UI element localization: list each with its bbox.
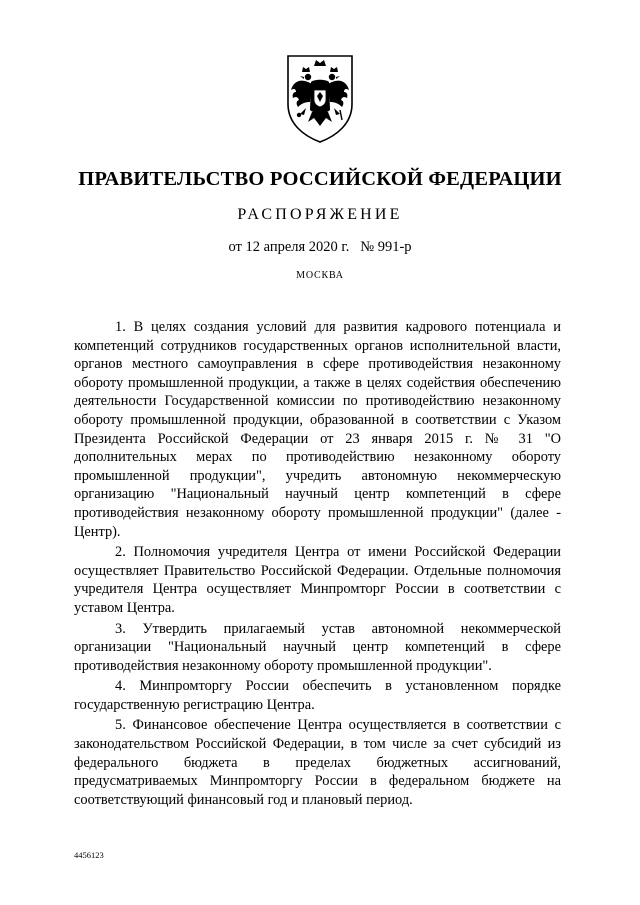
document-body <box>74 318 561 809</box>
document-number: № 991-р <box>360 239 412 255</box>
document-date: от 12 апреля 2020 г. <box>228 239 350 255</box>
document-date-number <box>0 239 640 256</box>
paragraph-2: 2. Полномочия учредителя Центра от имени Российской Федерации осуществляет Правительство Российской Федерации. Отдельные полномочия учредителя Центра осуществляет Минпромторг России в соответствии с уставом Центра. <box>74 544 561 616</box>
document-type: РАСПОРЯЖЕНИЕ <box>237 206 403 223</box>
government-title: ПРАВИТЕЛЬСТВО РОССИЙСКОЙ ФЕДЕРАЦИИ <box>78 168 562 190</box>
paragraph-1: 1. В целях создания условий для развития кадрового потенциала и компетенций сотрудников государственных органов исполнительной власти, органов местного самоуправления в сфере противодействия незаконному обороту промышленной продукции, а также в целях содействия обеспечению деятельности Государственной комиссии по противодействию незаконному обороту промышленной продукции, образованной в соответствии с Указом Президента Российской Федерации от 23 января 2015 г. № 31 "О дополнительных мерах по противодействию незаконному обороту промышленной продукции", учредить автономную некоммерческую организацию "Национальный научный центр компетенций в сфере противодействия незаконному обороту промышленной продукции" (далее - Центр). <box>74 319 561 540</box>
document-id: 4456123 <box>74 850 104 860</box>
paragraph-5: 5. Финансовое обеспечение Центра осуществляется в соответствии с законодательством Российской Федерации, в том числе за счет субсидий из федерального бюджета в пределах бюджетных ассигнований, предусматриваемых Минпромторгу России в федеральном бюджете на соответствующий финансовый год и плановый период. <box>74 717 561 808</box>
paragraph-3: 3. Утвердить прилагаемый устав автономной некоммерческой организации "Национальный научный центр компетенций в сфере противодействия незаконному обороту промышленной продукции". <box>74 620 561 674</box>
coat-of-arms-icon <box>278 52 362 144</box>
city-name: МОСКВА <box>296 270 344 281</box>
paragraph-4: 4. Минпромторгу России обеспечить в установленном порядке государственную регистрацию Центра. <box>74 678 561 713</box>
